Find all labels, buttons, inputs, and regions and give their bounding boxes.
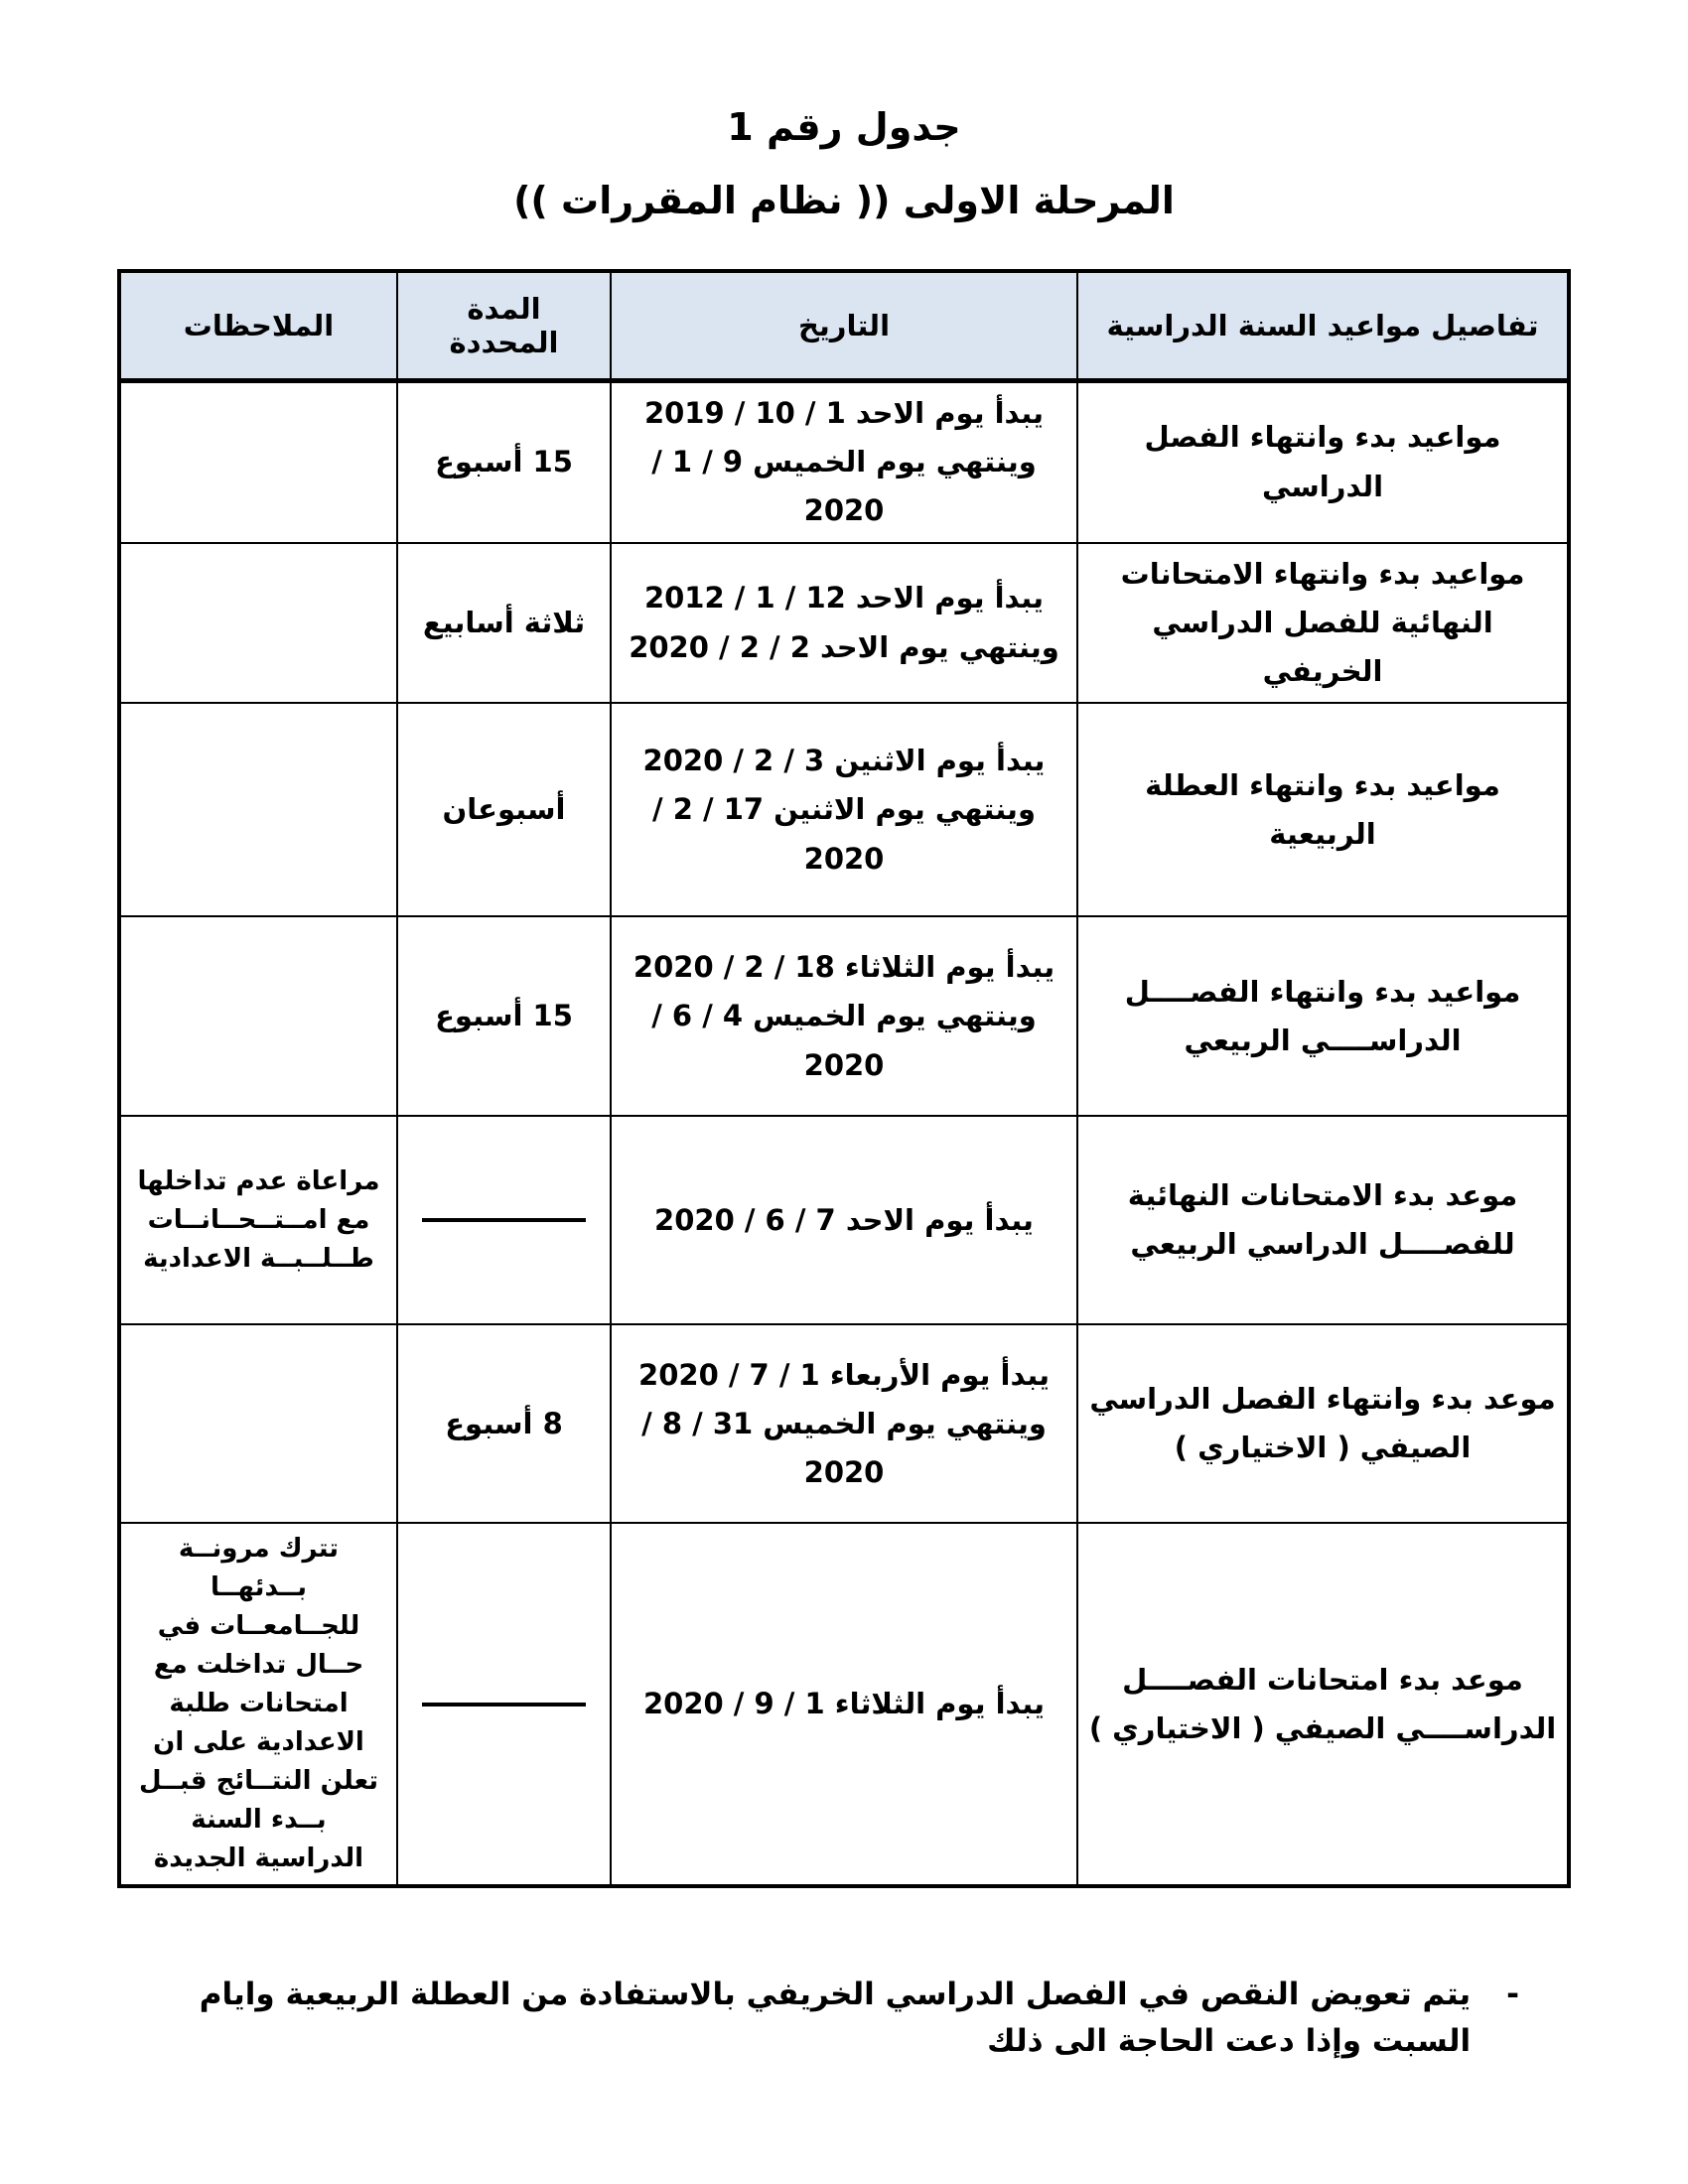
cell-duration: 15 أسبوع <box>397 916 611 1116</box>
cell-notes <box>119 1324 397 1523</box>
page-title: جدول رقم 1 <box>727 105 961 149</box>
cell-date <box>611 916 1077 1116</box>
header-details: تفاصيل مواعيد السنة الدراسية <box>1077 271 1569 380</box>
cell-duration: 15 أسبوع <box>397 380 611 542</box>
schedule-table <box>117 269 1571 1888</box>
duration-dash <box>422 1218 585 1222</box>
cell-duration: ثلاثة أسابيع <box>397 543 611 704</box>
cell-date <box>611 543 1077 704</box>
cell-notes: تترك مرونــة بــدئهــا للجــامعــات في حــال تداخلت مع امتحانات طلبة الاعدادية على ان تعلن النتــائج قبــل بــدء السنة الدراسية الجديدة <box>119 1523 397 1886</box>
header-row <box>119 271 1569 380</box>
table-row <box>119 916 1569 1116</box>
cell-details: موعد بدء الامتحانات النهائية للفصــــل الدراسي الربيعي <box>1077 1116 1569 1324</box>
date-end-line: وينتهي يوم الاثنين 17 / 2 / 2020 <box>652 792 1036 876</box>
cell-details: موعد بدء وانتهاء الفصل الدراسي الصيفي ( الاختياري ) <box>1077 1324 1569 1523</box>
table-row <box>119 1324 1569 1523</box>
footnote <box>139 1972 1519 2064</box>
date-start-line: يبدأ يوم الاحد 12 / 1 / 2012 <box>643 581 1045 615</box>
date-start-line: يبدأ يوم الثلاثاء 18 / 2 / 2020 <box>633 950 1055 985</box>
cell-notes <box>119 916 397 1116</box>
date-start-line: يبدأ يوم الاثنين 3 / 2 / 2020 <box>642 744 1046 778</box>
date-start-line: يبدأ يوم الأربعاء 1 / 7 / 2020 <box>638 1357 1050 1392</box>
header-notes: الملاحظات <box>119 271 397 380</box>
cell-details: مواعيد بدء وانتهاء الفصــــل الدراســــي الربيعي <box>1077 916 1569 1116</box>
cell-duration <box>397 1116 611 1324</box>
page-subtitle: المرحلة الاولى (( نظام المقررات )) <box>513 178 1175 222</box>
date-end-line: وينتهي يوم الخميس 9 / 1 / 2020 <box>651 444 1037 528</box>
cell-date <box>611 1324 1077 1523</box>
footnote-bullet: - <box>1506 1977 1519 2013</box>
cell-notes: مراعاة عدم تداخلها مع امــتــحــانــات طــلــبــة الاعدادية <box>119 1116 397 1324</box>
cell-date <box>611 1523 1077 1886</box>
duration-dash <box>422 1703 585 1706</box>
cell-duration: أسبوعان <box>397 703 611 916</box>
cell-date <box>611 1116 1077 1324</box>
cell-details: موعد بدء امتحانات الفصــــل الدراســــي الصيفي ( الاختياري ) <box>1077 1523 1569 1886</box>
cell-duration: 8 أسبوع <box>397 1324 611 1523</box>
table-row <box>119 1523 1569 1886</box>
date-end-line: وينتهي يوم الاحد 2 / 2 / 2020 <box>629 629 1059 664</box>
cell-notes <box>119 543 397 704</box>
header-date: التاريخ <box>611 271 1077 380</box>
cell-date <box>611 380 1077 542</box>
cell-date <box>611 703 1077 916</box>
table-row <box>119 703 1569 916</box>
cell-notes <box>119 380 397 542</box>
cell-details: مواعيد بدء وانتهاء العطلة الربيعية <box>1077 703 1569 916</box>
footnote-text: يتم تعويض النقص في الفصل الدراسي الخريفي بالاستفادة من العطلة الربيعية وايام السبت وإذا دعت الحاجة الى ذلك <box>199 1977 1472 2059</box>
date-start-line: يبدأ يوم الاحد 1 / 10 / 2019 <box>643 395 1045 430</box>
table-row <box>119 1116 1569 1324</box>
cell-duration <box>397 1523 611 1886</box>
cell-notes <box>119 703 397 916</box>
cell-details: مواعيد بدء وانتهاء الفصل الدراسي <box>1077 380 1569 542</box>
table-row <box>119 543 1569 704</box>
date-start-line: يبدأ يوم الثلاثاء 1 / 9 / 2020 <box>642 1687 1045 1721</box>
header-duration: المدة المحددة <box>397 271 611 380</box>
date-end-line: وينتهي يوم الخميس 31 / 8 / 2020 <box>641 1406 1047 1490</box>
date-start-line: يبدأ يوم الاحد 7 / 6 / 2020 <box>654 1202 1034 1237</box>
date-end-line: وينتهي يوم الخميس 4 / 6 / 2020 <box>651 999 1037 1082</box>
table-row <box>119 380 1569 542</box>
cell-details: مواعيد بدء وانتهاء الامتحانات النهائية للفصل الدراسي الخريفي <box>1077 543 1569 704</box>
